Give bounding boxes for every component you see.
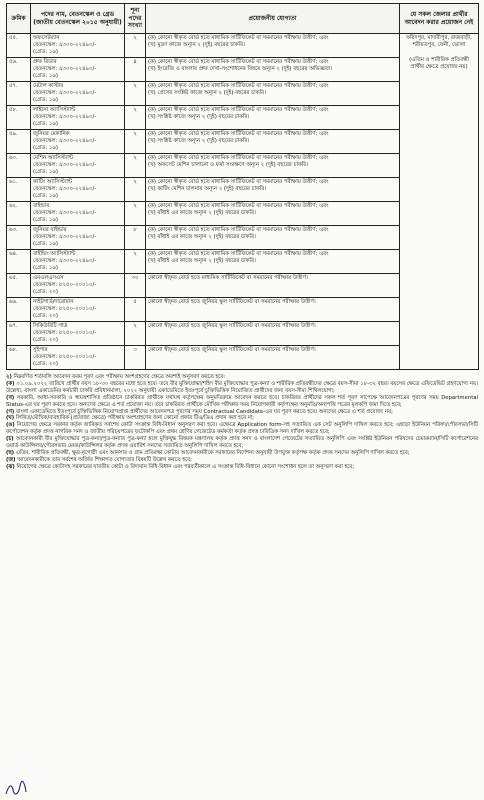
qualification-line: (খ) বাঁধাই এর কাজে অন্যূন ২ (দুই) বছরের চাকরি। <box>148 210 256 216</box>
row-vacancy: ২ <box>125 322 146 346</box>
condition-text: আবেদনকারী বীর মুক্তিযোদ্ধার পুত্র-কন্যা/পুত্র-কন্যার পুত্র-কন্যা হলে মুক্তিযুদ্ধ বিষয়ক মন্ত্রণালয় কর্তৃক প্রদত্ত সনদ ও বাংলাদেশ গেজেটের সত্যায়িত অনুলিপি এবং সংশ্লিষ্ট ইউনিয়ন পরিষদের চেয়ারম্যান/সিটি কর্পোরেশনের ওয়ার্ড কাউন্সিলর/পৌরসভার মেয়র/কাউন্সিলর কর্তৃক প্রদত্ত ওয়ারিশ সনদের সত্যায়িত অনুলিপি দাখিল করতে হবে; <box>6 436 479 450</box>
row-serial: ৬১. <box>7 178 31 202</box>
row-qualification <box>146 346 400 370</box>
row-serial: ৫৬. <box>7 58 31 82</box>
row-post <box>31 298 125 322</box>
row-qualification <box>146 322 400 346</box>
row-vacancy: ৮ <box>125 226 146 250</box>
table-header-row <box>7 4 479 34</box>
condition-label: (জ) <box>6 456 16 463</box>
row-qualification <box>146 298 400 322</box>
condition-label: ২) <box>6 374 12 380</box>
pay-scale: বেতনস্কেল: ৯৩০০-২২৪৯০/- <box>33 42 97 48</box>
row-post <box>31 178 125 202</box>
header-exempt-districts: যে সকল জেলার প্রার্থীর আবেদন করার প্রয়োজন নেই <box>400 4 479 34</box>
qualification-line: (ক) কোনো স্বীকৃত বোর্ড হতে মাধ্যমিক সার্টিফিকেট বা সমমানের পরীক্ষায় উত্তীর্ণ; এবং <box>148 107 329 113</box>
pay-scale: বেতনস্কেল: ৯৩০০-২২৪৯০/- <box>33 210 97 216</box>
row-vacancy: ৪ <box>125 58 146 82</box>
condition-label: (ছ) <box>6 449 15 456</box>
condition-text: নিম্নবর্ণিত শর্তাবলি আবেদন ফরম পূরণ এবং পরীক্ষায় অংশগ্রহণের ক্ষেত্রে অবশ্যই অনুসরণ করতে হবে: <box>13 374 226 380</box>
qualification-line: কোনো স্বীকৃত বোর্ড হতে জুনিয়র স্কুল সার্টিফিকেট বা সমমানের পরীক্ষায় উত্তীর্ণ। <box>148 323 316 329</box>
qualification-line: (খ) মুদ্রণ কাজে অন্যূন ২ (দুই) বছরের চাকরি। <box>148 42 245 48</box>
grade: (গ্রেড: ১৬) <box>33 97 58 103</box>
row-post <box>31 130 125 154</box>
grade: (গ্রেড: ১৬) <box>33 241 58 247</box>
qualification-line: (খ) প্রেসের সংশ্লিষ্ট কাজে অন্যূন ২ (দুই) বছরের চাকরি। <box>148 90 266 96</box>
row-vacancy: ২ <box>125 202 146 226</box>
grade: (গ্রেড: ১৬) <box>33 169 58 175</box>
row-serial: ৫৮. <box>7 106 31 130</box>
condition-text: আবেদনকারীকে তার সর্বশেষ অর্জিত শিক্ষাগত যোগ্যতার বিষয়টি উল্লেখ করতে হবে; <box>17 456 192 463</box>
row-vacancy: ২ <box>125 178 146 202</box>
header-vacancy: শূন্য পদের সংখ্যা <box>125 4 146 34</box>
pay-scale: বেতনস্কেল: ৯৩০০-২২৪৯০/- <box>33 114 97 120</box>
condition-label: (ঙ) <box>6 422 15 429</box>
qualification-line: (ক) কোনো স্বীকৃত বোর্ড হতে মাধ্যমিক সার্টিফিকেট বা সমমানের পরীক্ষায় উত্তীর্ণ; এবং <box>148 131 329 137</box>
pay-scale: বেতনস্কেল: ৯৩০০-২২৪৯০/- <box>33 186 97 192</box>
row-vacancy: ২ <box>125 34 146 58</box>
qualification-line: কোনো স্বীকৃত বোর্ড হতে মাধ্যমিক সার্টিফিকেট বা সমমানের পরীক্ষায় উত্তীর্ণ। <box>148 275 308 281</box>
post-name: সুইপার <box>33 347 48 353</box>
post-name: বাইন্ডিং অ্যাসিস্ট্যান্ট <box>33 251 76 257</box>
row-serial: ৬২. <box>7 202 31 226</box>
grade: (গ্রেড: ১৬) <box>33 217 58 223</box>
grade: (গ্রেড: ১৬) <box>33 145 58 151</box>
row-serial: ৬৭. <box>7 322 31 346</box>
grade: (গ্রেড: ১৬) <box>33 73 58 79</box>
grade: (গ্রেড: ১৬) <box>33 265 58 271</box>
condition-label: (ক) <box>6 380 15 387</box>
pay-scale: বেতনস্কেল: ৮২৫০-২০০১০/- <box>33 354 97 360</box>
post-name: সিকিউরিটি গার্ড <box>33 323 68 329</box>
pay-scale: বেতনস্কেল: ৯৩০০-২২৪৯০/- <box>33 162 97 168</box>
row-qualification <box>146 58 400 82</box>
pay-scale: বেতনস্কেল: ৯৩০০-২২৪৯০/- <box>33 234 97 240</box>
row-serial: ৫৭. <box>7 82 31 106</box>
post-name: মেটাল কাস্টার <box>33 83 64 89</box>
header-serial: ক্রমিক <box>7 4 31 34</box>
condition-label: (ঘ) <box>6 415 15 422</box>
row-post <box>31 58 125 82</box>
exempt-remark: (এতিম ও শারীরিক প্রতিবন্ধী প্রার্থীর ক্ষেত্রে প্রযোজ্য নয়) <box>409 57 469 70</box>
grade: (গ্রেড: ১৬) <box>33 121 58 127</box>
row-qualification <box>146 154 400 178</box>
pay-scale: বেতনস্কেল: ৯৩০০-২২৪৯০/- <box>33 258 97 264</box>
condition-text: এতিম, শারীরিক প্রতিবন্ধী, ক্ষুদ্র-নৃগোষ্ঠী এবং আনসার ও গ্রাম প্রতিরক্ষা কোটায় আবেদনকারীকে সরকারের নির্দেশনা অনুযায়ী উপযুক্ত কর্তৃপক্ষ কর্তৃক প্রদত্ত সনদের অনুলিপি দাখিল করতে হবে; <box>15 449 410 456</box>
qualification-line: (খ) বাঁধাই এর কাজে অন্যূন ২ (দুই) বছরের চাকরি। <box>148 258 256 264</box>
qualification-line: (ক) কোনো স্বীকৃত বোর্ড হতে মাধ্যমিক সার্টিফিকেট বা সমমানের পরীক্ষায় উত্তীর্ণ; এবং <box>148 83 329 89</box>
qualification-line: (খ) সংশ্লিষ্ট কাজে অন্যূন ২ (দুই) বছরের চাকরি। <box>148 114 250 120</box>
row-vacancy: ২ <box>125 106 146 130</box>
row-post <box>31 346 125 370</box>
qualification-line: কোনো স্বীকৃত বোর্ড হতে জুনিয়র স্কুল সার্টিফিকেট বা সমমানের পরীক্ষায় উত্তীর্ণ। <box>148 299 316 305</box>
condition-text: ০১.০৯.২০২২ তারিখে প্রার্থীর বয়স ১৮-৩০ বছরের মধ্যে হতে হবে। তবে বীর মুক্তিযোদ্ধা/শহিদ বীর মুক্তিযোদ্ধার পুত্র-কন্যা ও শারীরিক প্রতিবন্ধীদের ক্ষেত্রে বয়স-সীমা ১৮-৩২ বছর। বয়সের ক্ষেত্রে এফিডেভিট গ্রহণযোগ্য নয়। উল্লেখ্য, বাংলা একাডেমির কর্মচারী চাকরি প্রবিধানমালা, ২০২২ অনুযায়ী একাডেমিতে ইতঃপূর্বে চুক্তিভিত্তিক নিয়োজিত প্রার্থীদের জন্য বয়স-সীমা শিথিলযোগ্য; <box>6 380 478 394</box>
qualification-line: (খ) কাটিং মেশিন চালনায় অন্যূন ২ (দুই) বছরের চাকরি। <box>148 186 267 192</box>
row-qualification <box>146 106 400 130</box>
row-post <box>31 322 125 346</box>
row-post <box>31 154 125 178</box>
header-qualification: প্রয়োজনীয় যোগ্যতা <box>146 4 400 34</box>
row-post <box>31 106 125 130</box>
condition-item <box>6 450 478 457</box>
row-serial: ৬০. <box>7 154 31 178</box>
row-post <box>31 274 125 298</box>
grade: (গ্রেড: ১৬) <box>33 193 58 199</box>
table-body <box>7 34 479 370</box>
condition-text: সরকারি, আধা-সরকারি ও স্বায়ত্তশাসিত প্রতিষ্ঠানে চাকরিরত প্রার্থীকে যথাযথ কর্তৃপক্ষের অনুমতিক্রমে আবেদন করতে হবে। চাকরিরত প্রার্থীদের সকল শর্ত পূরণ সাপেক্ষে আবেদনপত্রের পূরণের সময় Departmental Status-এর ঘর পূরণ করতে হবে। অন্যদের ক্ষেত্রে এ শর্ত প্রযোজ্য নয়। তবে চাকরিরত প্রার্থীকে মৌখিক পরীক্ষার সময় নিয়োগকারী কর্তৃপক্ষের অনুমতি/অনাপত্তি পত্রের মূলকপি জমা দিতে হবে; <box>6 394 478 408</box>
qualification-line: (খ) অফসেট মেশিন চালানো ও ফর্মা সংরক্ষণে অন্যূন ২ (দুই) বছরের চাকরি। <box>148 162 309 168</box>
row-serial: ৬৪. <box>7 250 31 274</box>
qualification-line: (খ) সংশ্লিষ্ট কাজে অন্যূন ২ (দুই) বছরের চাকরি। <box>148 138 250 144</box>
row-post <box>31 34 125 58</box>
row-qualification <box>146 250 400 274</box>
row-vacancy: ২ <box>125 130 146 154</box>
row-qualification <box>146 130 400 154</box>
row-serial: ৬৮. <box>7 346 31 370</box>
condition-text: লিখিত/মৌখিক/ব্যবহারিক (প্রযোজ্য ক্ষেত্রে) পরীক্ষায় অংশগ্রহণের জন্য কোনো প্রকার টিএ/ডিএ প্রদান করা হবে না; <box>15 415 255 422</box>
table-row <box>7 34 479 58</box>
header-post: পদের নাম, বেতনস্কেল ও গ্রেড (জাতীয় বেতনস্কেল ২০১৫ অনুযায়ী) <box>31 4 125 34</box>
qualification-line: (ক) কোনো স্বীকৃত বোর্ড হতে মাধ্যমিক সার্টিফিকেট বা সমমানের পরীক্ষায় উত্তীর্ণ; এবং <box>148 251 329 257</box>
row-vacancy: ৩০ <box>125 274 146 298</box>
post-name: মেশিন অ্যাসিস্ট্যান্ট <box>33 155 74 161</box>
exempt-districts-cell <box>400 34 479 370</box>
pay-scale: বেতনস্কেল: ৮২৫০-২০০১০/- <box>33 330 97 336</box>
row-qualification <box>146 202 400 226</box>
conditions-section <box>6 374 478 471</box>
qualification-line: (ক) কোনো স্বীকৃত বোর্ড হতে মাধ্যমিক সার্টিফিকেট বা সমমানের পরীক্ষায় উত্তীর্ণ; এবং <box>148 59 329 65</box>
grade: (গ্রেড: ২০) <box>33 361 58 367</box>
condition-item <box>6 436 478 450</box>
condition-label: (ঝ) <box>6 463 15 470</box>
pay-scale: বেতনস্কেল: ৮২৫০-২০০১০/- <box>33 306 97 312</box>
qualification-line: (খ) ইংরেজি ও বাংলায় প্রুফ দেখা-সংশোধনের বিষয়ে অন্যূন ২ (দুই) বছরের অভিজ্ঞতা। <box>148 66 333 72</box>
row-vacancy: ২ <box>125 82 146 106</box>
condition-text: নিয়োগের ক্ষেত্রে সরকার কর্তৃক জারিকৃত সর্বশেষ কোটা সংক্রান্ত বিধি-বিধান অনুসরণ করা হবে। এক্ষেত্রে Application form-সহ সত্যায়িত এক সেট অনুলিপি দাখিল করতে হবে; এছাড়া ইউনিয়ন পরিষদ/পৌরসভা/সিটি কর্পোরেশন কর্তৃক প্রদত্ত নাগরিক সনদ ও জাতীয় পরিচয়পত্রের ফটোকপি এবং প্রথম শ্রেণির গেজেটেড কর্মকর্তা কর্তৃক প্রদত্ত চারিত্রিক সনদ দাখিল করতে হবে; <box>6 422 478 436</box>
row-serial: ৫৯. <box>7 130 31 154</box>
row-vacancy: ৩ <box>125 346 146 370</box>
row-post <box>31 82 125 106</box>
condition-item <box>6 381 478 395</box>
row-vacancy: ২ <box>125 250 146 274</box>
row-serial: ৫৫. <box>7 34 31 58</box>
row-qualification <box>146 178 400 202</box>
condition-item <box>6 464 478 471</box>
row-post <box>31 226 125 250</box>
post-name: লাইনো অ্যাসিস্ট্যান্ট <box>33 107 76 113</box>
exempt-districts-list: ফরিদপুর, মাদারীপুর, রাজবাড়ী, শরীয়তপুর, ফেনী, ভোলা <box>406 35 472 48</box>
job-vacancy-table <box>6 3 479 370</box>
post-name: জুনিয়র মেকানিক <box>33 131 70 137</box>
grade: (গ্রেড: ২০) <box>33 313 58 319</box>
condition-item <box>6 422 478 436</box>
post-name: এমএলএসএস <box>33 275 64 281</box>
grade: (গ্রেড: ২০) <box>33 289 58 295</box>
qualification-line: (খ) বাঁধাই এর কাজে অন্যূন ২ (দুই) বছরের চাকরি। <box>148 234 256 240</box>
pay-scale: বেতনস্কেল: ৮২৫০-২০০১০/- <box>33 282 97 288</box>
grade: (গ্রেড: ২০) <box>33 337 58 343</box>
row-qualification <box>146 82 400 106</box>
post-name: বাইন্ডার <box>33 203 50 209</box>
row-vacancy: ২ <box>125 154 146 178</box>
condition-label: (চ) <box>6 436 14 443</box>
row-serial: ৬৩. <box>7 226 31 250</box>
row-qualification <box>146 274 400 298</box>
pay-scale: বেতনস্কেল: ৯৩০০-২২৪৯০/- <box>33 66 97 72</box>
condition-label: (খ) <box>6 394 15 401</box>
condition-text: নিয়োগের ক্ষেত্রে কোটাসহ সরকারের যাবতীয় কোটা ও বিদ্যমান বিধি-বিধান এবং পরবর্তীকালে এ সংক্রান্ত বিধি-বিধানে কোনো সংশোধন হলে তা অনুসরণ করা হবে; <box>16 463 355 470</box>
row-qualification <box>146 34 400 58</box>
row-post <box>31 250 125 274</box>
post-name: প্রুফ রিডার <box>33 59 57 65</box>
post-name: কাটিং অ্যাসিস্ট্যান্ট <box>33 179 73 185</box>
row-qualification <box>146 226 400 250</box>
qualification-line: (ক) কোনো স্বীকৃত বোর্ড হতে মাধ্যমিক সার্টিফিকেট বা সমমানের পরীক্ষায় উত্তীর্ণ; এবং <box>148 203 329 209</box>
qualification-line: কোনো স্বীকৃত বোর্ড হতে জুনিয়র স্কুল সার্টিফিকেট বা সমমানের পরীক্ষায় উত্তীর্ণ। <box>148 347 316 353</box>
row-serial: ৬৫. <box>7 274 31 298</box>
qualification-line: (ক) কোনো স্বীকৃত বোর্ড হতে মাধ্যমিক সার্টিফিকেট বা সমমানের পরীক্ষায় উত্তীর্ণ; এবং <box>148 179 329 185</box>
grade: (গ্রেড: ১৬) <box>33 49 58 55</box>
pay-scale: বেতনস্কেল: ৯৩০০-২২৪৯০/- <box>33 90 97 96</box>
qualification-line: (ক) কোনো স্বীকৃত বোর্ড হতে মাধ্যমিক সার্টিফিকেট বা সমমানের পরীক্ষায় উত্তীর্ণ; এবং <box>148 227 329 233</box>
row-post <box>31 202 125 226</box>
condition-item <box>6 395 478 409</box>
post-name: নাইটগার্ড/দারোয়ান <box>33 299 74 305</box>
condition-item <box>6 374 478 381</box>
qualification-line: (ক) কোনো স্বীকৃত বোর্ড হতে মাধ্যমিক সার্টিফিকেট বা সমমানের পরীক্ষায় উত্তীর্ণ; এবং <box>148 155 329 161</box>
qualification-line: (ক) কোনো স্বীকৃত বোর্ড হতে মাধ্যমিক সার্টিফিকেট বা সমমানের পরীক্ষায় উত্তীর্ণ; এবং <box>148 35 329 41</box>
condition-item <box>6 457 478 464</box>
pay-scale: বেতনস্কেল: ৯৩০০-২২৪৯০/- <box>33 138 97 144</box>
condition-text: বাংলা একাডেমিতে ইতঃপূর্বে চুক্তিভিত্তিক নিয়োগপ্রাপ্ত প্রার্থীদের আবেদনপত্র পূরণের সময় Contractual Candidate-এর ঘর পূরণ করতে হবে। অন্যদের ক্ষেত্রে এ শর্ত প্রযোজ্য নয়; <box>16 408 393 415</box>
row-serial: ৬৬. <box>7 298 31 322</box>
signature-mark <box>4 780 28 798</box>
condition-label: (গ) <box>6 408 15 415</box>
row-vacancy: ৫ <box>125 298 146 322</box>
post-name: জুনিয়র বাইন্ডার <box>33 227 67 233</box>
post-name: অফসেটম্যান <box>33 35 60 41</box>
